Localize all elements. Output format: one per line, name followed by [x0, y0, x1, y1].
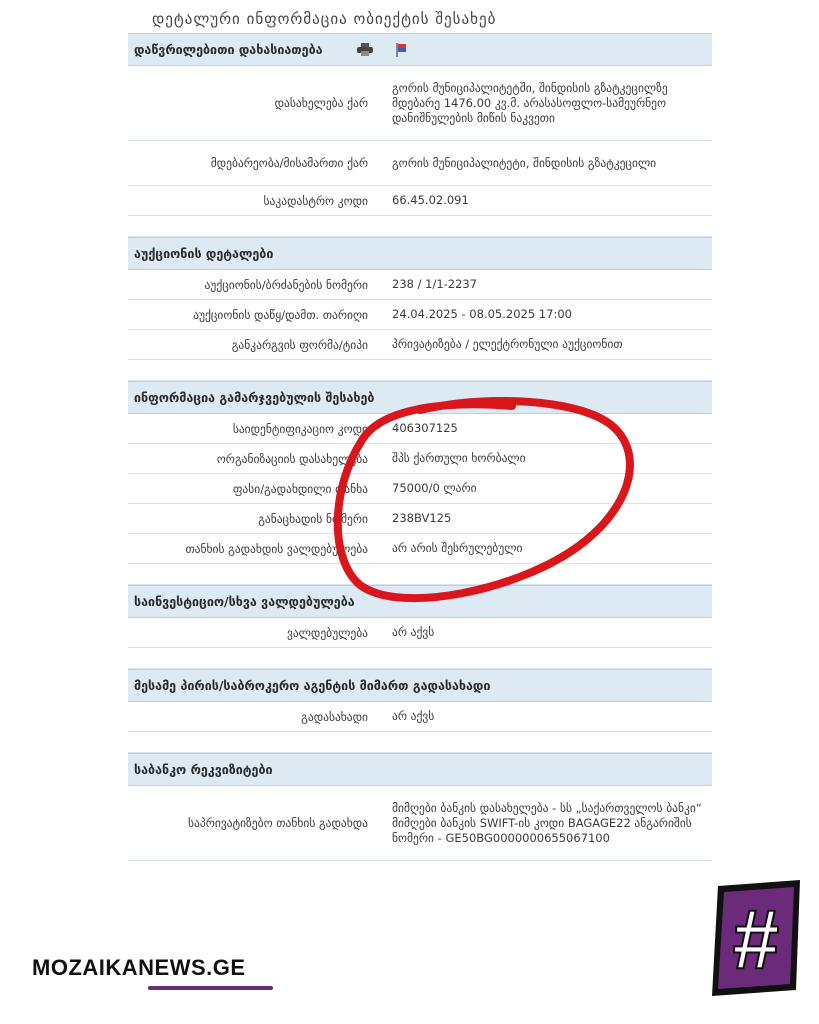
section-spacer: [128, 360, 712, 381]
detail-row: [128, 618, 712, 648]
detail-value: არ აქვს: [392, 709, 435, 723]
section-title: მესამე პირის/საბროკერო აგენტის მიმართ გადასახადი: [134, 678, 491, 693]
brand-name: MOZAIKANEWS.GE: [32, 955, 246, 980]
detail-value: გორის მუნიციპალიტეტი, შინდისის გზატკეცილი: [392, 155, 657, 170]
hash-logo-symbol: #: [732, 892, 780, 986]
detail-label: საპრივატიზებო თანხის გადახდა: [188, 816, 368, 830]
brand-underline: [148, 986, 273, 990]
section-title: საბანკო რეკვიზიტები: [134, 762, 273, 777]
detail-value: მიმღები ბანკის დასახელება - სს „საქართველოს ბანკი“ მიმღები ბანკის SWIFT-ის კოდი BAGAGE22 ანგარიშის ნომერი - GE50BG0000000655067100: [392, 800, 702, 845]
flag-icon[interactable]: [395, 43, 407, 57]
detail-label: ვალდებულება: [286, 625, 368, 640]
detail-label: მდებარეობა/მისამართი ქარ: [210, 156, 368, 170]
detail-label: თანხის გადახდის ვალდებულება: [185, 541, 368, 556]
detail-value: 406307125: [392, 421, 458, 435]
section-header-third-party: [128, 669, 712, 702]
section-title: აუქციონის დეტალები: [134, 246, 274, 261]
detail-row: [128, 414, 712, 444]
detail-label: განაცხადის ნომერი: [258, 511, 368, 526]
section-header-bank: [128, 753, 712, 786]
section-header-winner: [128, 381, 712, 414]
detail-row: [128, 786, 712, 861]
detail-label: ორგანიზაციის დასახელება: [216, 451, 368, 466]
detail-value: 66.45.02.091: [392, 193, 469, 207]
detail-value: გორის მუნიციპალიტეტში, შინდისის გზატკეცილზე მდებარე 1476.00 კვ.მ. არასასოფლო-სამეურნეო დანიშნულების მიწის ნაკვეთი: [392, 80, 668, 125]
detail-value: შპს ქართული ხორბალი: [392, 451, 526, 465]
detail-value: 24.04.2025 - 08.05.2025 17:00: [392, 307, 572, 321]
page-title: დეტალური ინფორმაცია ობიექტის შესახებ: [152, 10, 497, 28]
detail-row: [128, 534, 712, 564]
object-details-sheet: [128, 33, 712, 861]
detail-label: გადასახადი: [301, 709, 368, 724]
detail-value: 238 / 1/1-2237: [392, 277, 478, 291]
section-header-auction: [128, 237, 712, 270]
section-title: დაწვრილებითი დახასიათება: [134, 42, 323, 57]
detail-value: 75000/0 ლარი: [392, 481, 477, 495]
detail-value: პრივატიზება / ელექტრონული აუქციონით: [392, 337, 623, 351]
detail-label: ფასი/გადახდილი თანხა: [232, 481, 368, 496]
section-header-description: [128, 33, 712, 66]
section-header-obligation: [128, 585, 712, 618]
detail-row: [128, 141, 712, 186]
detail-row: [128, 300, 712, 330]
detail-row: [128, 270, 712, 300]
hash-logo-icon: [708, 878, 804, 998]
detail-row: [128, 504, 712, 534]
detail-row: [128, 702, 712, 732]
section-title: საინვესტიციო/სხვა ვალდებულება: [134, 594, 355, 609]
section-spacer: [128, 648, 712, 669]
section-spacer: [128, 732, 712, 753]
detail-label: დასახელება ქარ: [274, 96, 368, 110]
detail-row: [128, 474, 712, 504]
section-spacer: [128, 564, 712, 585]
detail-label: საკადასტრო კოდი: [263, 193, 368, 208]
detail-row: [128, 66, 712, 141]
detail-row: [128, 444, 712, 474]
detail-label: განკარგვის ფორმა/ტიპი: [231, 337, 368, 352]
detail-value: არ არის შესრულებული: [392, 541, 523, 555]
section-title: ინფორმაცია გამარჯვებულის შესახებ: [134, 390, 375, 405]
detail-label: საიდენტიფიკაციო კოდი: [232, 421, 368, 436]
detail-label: აუქციონის დაწყ/დამთ. თარიღი: [193, 307, 368, 322]
detail-row: [128, 186, 712, 216]
detail-row: [128, 330, 712, 360]
detail-value: 238BV125: [392, 511, 452, 525]
detail-value: არ აქვს: [392, 625, 435, 639]
section-spacer: [128, 216, 712, 237]
detail-label: აუქციონის/ბრძანების ნომერი: [204, 277, 368, 292]
printer-icon[interactable]: [357, 43, 373, 56]
